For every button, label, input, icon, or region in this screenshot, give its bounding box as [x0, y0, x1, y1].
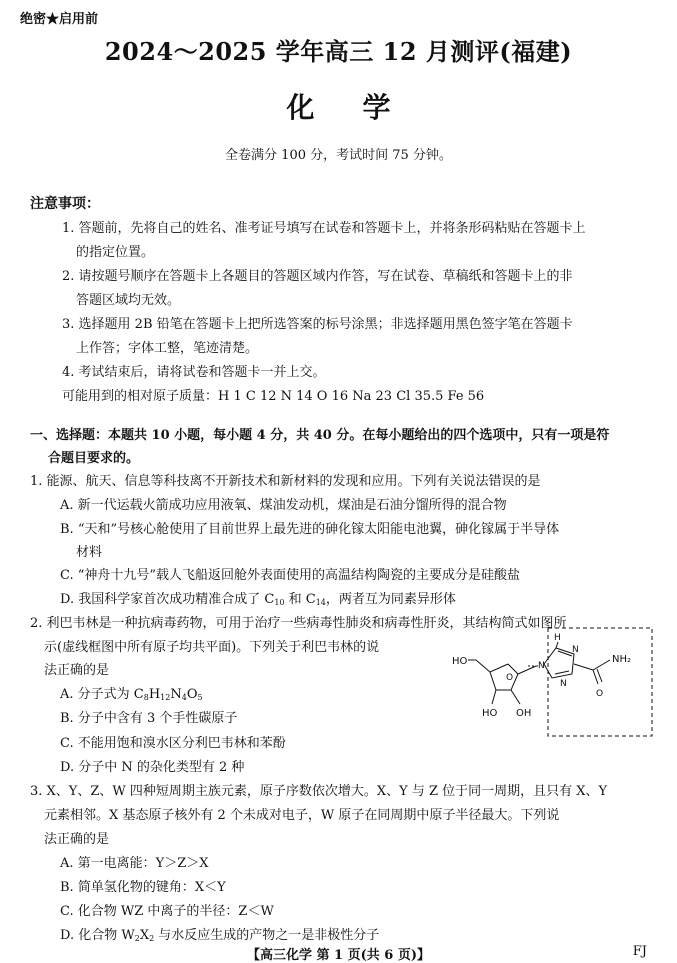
ribavirin-structure [448, 622, 658, 744]
q2-stem: 2. 利巴韦林是一种抗病毒药物，可用于治疗一些病毒性肺炎和病毒性肝炎，其结构简式如图所 [30, 616, 567, 631]
notice-line: 答题区域均无效。 [76, 293, 181, 308]
nh2-label: NH₂ [612, 654, 632, 665]
atomic-mass-line: 可能用到的相对原子质量：H 1 C 12 N 14 O 16 Na 23 Cl 35.5 Fe 56 [62, 389, 485, 404]
h-label: H [554, 633, 561, 643]
q3-option-a: A. 第一电离能：Y＞Z＞X [60, 856, 209, 871]
q1-option-b: B. “天和”号核心舱使用了目前世界上最先进的砷化镓太阳能电池翼，砷化镓属于半导体 [60, 522, 560, 537]
page-footer: 【高三化学 第 1 页(共 6 页)】 [246, 948, 431, 963]
carbonyl-oxygen-label: O [596, 689, 604, 699]
n-label: N [538, 661, 545, 671]
section-heading-cont: 合题目要求的。 [48, 451, 140, 466]
q1-option-d: D. 我国科学家首次成功精准合成了 $C_{10}$ 和 $C_{14}$，两者互为同素异形体 [60, 592, 456, 607]
q2-option-a: A. 分子式为 $C_8H_{12}N_4O_5$ [60, 687, 203, 702]
q1-option-b-cont: 材料 [76, 545, 103, 560]
notice-line: 的指定位置。 [76, 245, 155, 260]
ho-top-label: HO [452, 656, 468, 667]
q1-option-a: A. 新一代运载火箭成功应用液氧、煤油发动机，煤油是石油分馏所得的混合物 [60, 498, 507, 513]
q2-option-b: B. 分子中含有 3 个手性碳原子 [60, 711, 238, 726]
region-code: FJ [632, 944, 647, 959]
q2-stem-cont: 法正确的是 [44, 663, 110, 678]
ho-left-label: HO [482, 708, 498, 719]
subject-title: 化学 [286, 91, 439, 124]
notice-line: 1. 答题前，先将自己的姓名、准考证号填写在试卷和答题卡上，并将条形码粘贴在答题卡上 [62, 221, 586, 236]
notice-heading: 注意事项： [30, 196, 100, 212]
notice-line: 2. 请按题号顺序在答题卡上各题目的答题区域内作答，写在试卷、草稿纸和答题卡上的非 [62, 269, 573, 284]
q3-stem-cont: 元素相邻。X 基态原子核外有 2 个未成对电子，W 原子在同周期中原子半径最大。下列说 [44, 808, 560, 823]
n-label: N [560, 679, 567, 689]
notice-line: 3. 选择题用 2B 铅笔在答题卡上把所选答案的标号涂黑；非选择题用黑色签字笔在答题卡 [62, 317, 573, 332]
notice-line: 4. 考试结束后，请将试卷和答题卡一并上交。 [62, 365, 326, 380]
notice-line: 上作答；字体工整，笔迹清楚。 [76, 341, 259, 356]
q1-option-c: C. “神舟十九号”载人飞船返回舱外表面使用的高温结构陶瓷的主要成分是硅酸盐 [60, 568, 521, 583]
n-label: N [572, 645, 579, 655]
score-time-note: 全卷满分 100 分，考试时间 75 分钟。 [225, 148, 452, 163]
ribose-ring [490, 664, 518, 690]
q3-stem: 3. X、Y、Z、W 四种短周期主族元素，原子序数依次增大。X、Y 与 Z 位于同一周期，且只有 X、Y [30, 784, 608, 799]
q3-option-b: B. 简单氢化物的键角：X＜Y [60, 880, 226, 895]
exam-title: 2024～2025 学年高三 12 月测评(福建) [104, 37, 573, 66]
section-heading: 一、选择题：本题共 10 小题，每小题 4 分，共 40 分。在每小题给出的四个选项中，只有一项是符 [30, 428, 610, 443]
q3-stem-cont: 法正确的是 [44, 832, 110, 847]
q2-option-d: D. 分子中 N 的杂化类型有 2 种 [60, 760, 245, 775]
q2-stem-cont: 示(虚线框图中所有原子均共平面)。下列关于利巴韦林的说 [44, 640, 380, 655]
q2-option-c: C. 不能用饱和溴水区分利巴韦林和苯酚 [60, 736, 286, 751]
q1-stem: 1. 能源、航天、信息等科技离不开新技术和新材料的发现和应用。下列有关说法错误的是 [30, 474, 541, 489]
q3-option-d: D. 化合物 $W_2X_2$ 与水反应生成的产物之一是非极性分子 [60, 928, 380, 943]
confidential-mark: 绝密★启用前 [20, 12, 99, 27]
ring-oxygen-label: O [506, 673, 514, 683]
q3-option-c: C. 化合物 WZ 中离子的半径：Z＜W [60, 904, 274, 919]
oh-right-label: OH [516, 708, 532, 719]
